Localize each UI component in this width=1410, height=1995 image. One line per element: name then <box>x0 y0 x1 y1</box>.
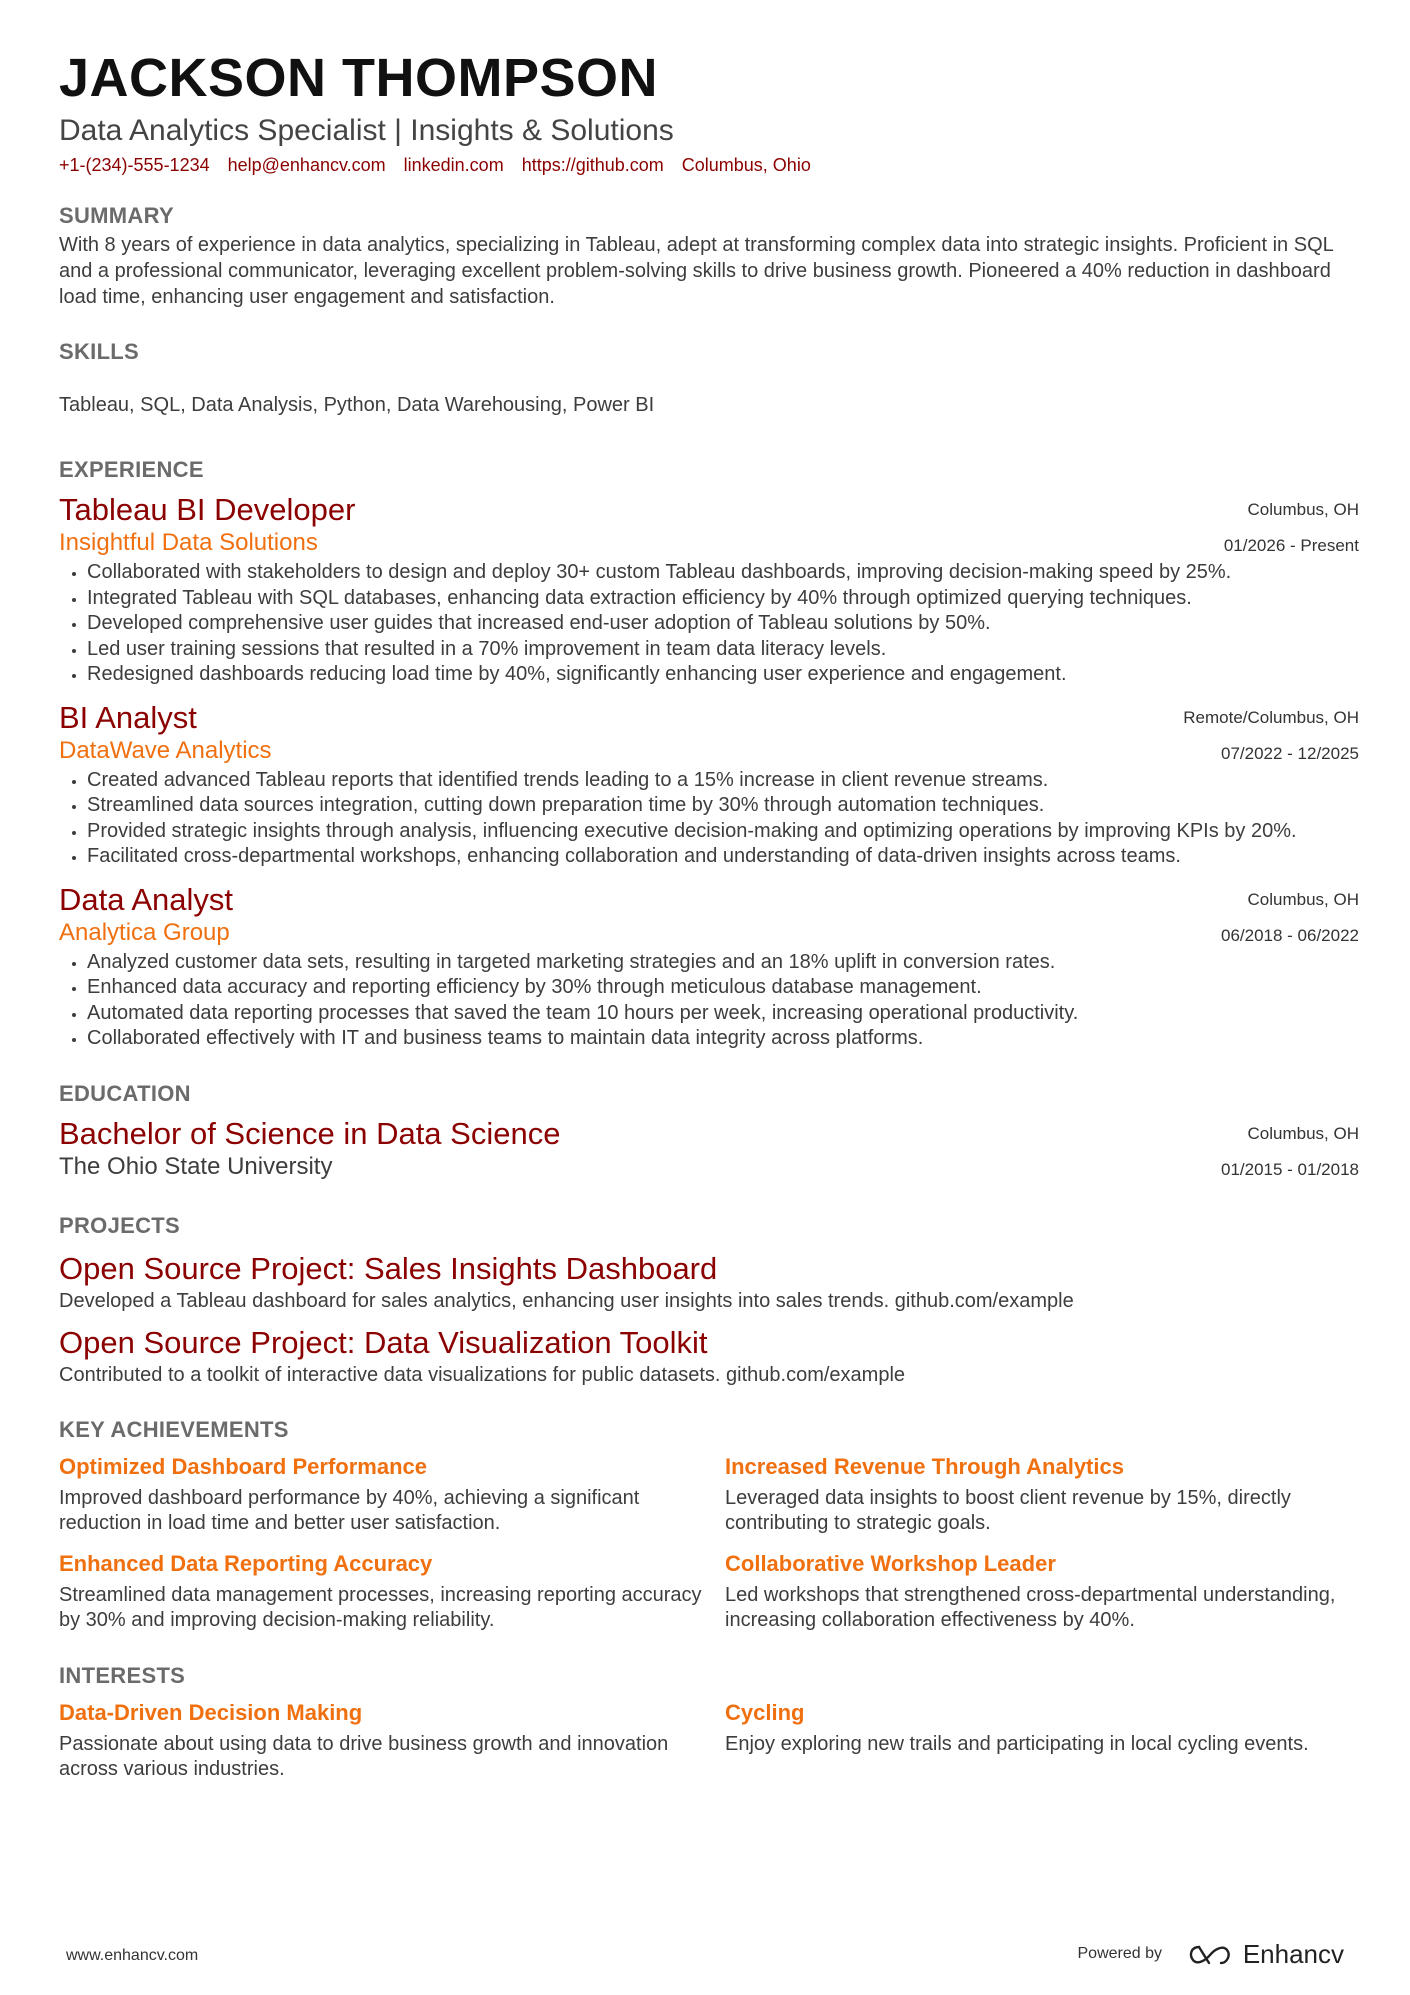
list-item: • Collaborated effectively with IT and business teams to maintain data integrity across platforms. <box>87 1026 1359 1052</box>
job-meta <box>1224 492 1359 564</box>
footer-powered-by: Powered by <box>1077 1945 1162 1962</box>
education-meta <box>1221 1116 1359 1188</box>
job-title: BI Analyst <box>59 699 197 735</box>
achievement-desc: Streamlined data management processes, increasing reporting accuracy by 30% and improving decision-making reliability. <box>59 1583 702 1631</box>
section-heading: EXPERIENCE <box>59 457 204 482</box>
job-bullets <box>59 560 1359 688</box>
list-item: • Led user training sessions that resulted in a 70% improvement in team data literacy levels. <box>87 637 1359 663</box>
project-desc: Developed a Tableau dashboard for sales analytics, enhancing user insights into sales trends. github.com/example <box>59 1289 1074 1312</box>
job-title: Data Analyst <box>59 881 234 917</box>
achievement-item <box>725 1452 1359 1537</box>
achievement-desc: Leveraged data insights to boost client revenue by 15%, directly contributing to strategic goals. <box>725 1486 1291 1534</box>
section-heading: KEY ACHIEVEMENTS <box>59 1416 289 1442</box>
job-location: Columbus, OH <box>1247 500 1359 519</box>
job-bullets <box>59 950 1359 1052</box>
skills-section <box>59 338 1359 418</box>
achievements-grid <box>59 1452 1359 1634</box>
education-location: Columbus, OH <box>1247 1123 1359 1143</box>
job-bullets <box>59 768 1359 870</box>
list-item: • Provided strategic insights through analysis, influencing executive decision-making and optimizing operations by improving KPIs by 20%. <box>87 819 1359 845</box>
interest-title: Cycling <box>725 1699 805 1725</box>
achievement-desc: Improved dashboard performance by 40%, achieving a significant reduction in load time and better user satisfaction. <box>59 1486 640 1534</box>
achievement-item <box>59 1452 725 1537</box>
achievement-item <box>725 1549 1359 1634</box>
section-heading: SUMMARY <box>59 203 174 228</box>
section-heading: SKILLS <box>59 339 140 364</box>
contact-phone[interactable]: +1-(234)-555-1234 <box>59 155 210 175</box>
contact-github[interactable]: https://github.com <box>521 155 664 175</box>
list-item: • Facilitated cross-departmental workshops, enhancing collaboration and understanding of data-driven insights across teams. <box>87 844 1359 870</box>
job-dates: 06/2018 - 06/2022 <box>1220 925 1359 945</box>
degree-title: Bachelor of Science in Data Science <box>59 1115 561 1151</box>
project-desc: Contributed to a toolkit of interactive data visualizations for public datasets. github.com/example <box>59 1363 906 1386</box>
page-footer <box>66 1939 1344 1973</box>
projects-section <box>59 1212 1359 1388</box>
job-entry <box>59 492 1359 688</box>
interests-grid <box>59 1698 1359 1783</box>
section-heading: INTERESTS <box>59 1662 186 1688</box>
contact-email[interactable]: help@enhancv.com <box>227 155 386 175</box>
enhancv-logo-icon <box>1187 1943 1233 1967</box>
job-meta <box>1221 882 1359 954</box>
achievement-title: Optimized Dashboard Performance <box>59 1453 427 1479</box>
list-item: • Created advanced Tableau reports that identified trends leading to a 15% increase in client revenue streams. <box>87 768 1359 794</box>
job-dates: 01/2026 - Present <box>1223 536 1359 555</box>
job-dates: 07/2022 - 12/2025 <box>1220 743 1359 763</box>
candidate-name: JACKSON THOMPSON <box>59 48 659 108</box>
school-name: The Ohio State University <box>59 1152 333 1180</box>
summary-section <box>59 202 1359 310</box>
footer-brand-name: Enhancv <box>1242 1939 1344 1969</box>
resume-page <box>59 46 1359 1783</box>
job-meta <box>1183 700 1359 772</box>
list-item: • Developed comprehensive user guides that increased end-user adoption of Tableau solutions by 50%. <box>87 611 1359 637</box>
job-entry <box>59 882 1359 1052</box>
education-section <box>59 1080 1359 1182</box>
skills-text: Tableau, SQL, Data Analysis, Python, Data Warehousing, Power BI <box>59 394 655 416</box>
job-location: Columbus, OH <box>1247 889 1359 909</box>
resume-header <box>59 46 1359 178</box>
footer-website[interactable]: www.enhancv.com <box>66 1947 199 1964</box>
candidate-title: Data Analytics Specialist | Insights & Solutions <box>59 114 674 147</box>
list-item: • Integrated Tableau with SQL databases, enhancing data extraction efficiency by 40% through optimized querying techniques. <box>87 586 1359 612</box>
section-heading: PROJECTS <box>59 1212 180 1238</box>
contact-row <box>59 152 1359 178</box>
section-heading: EDUCATION <box>59 1080 191 1106</box>
interest-desc: Passionate about using data to drive business growth and innovation across various industries. <box>59 1732 669 1780</box>
project-entry <box>59 1324 1359 1388</box>
contact-linkedin[interactable]: linkedin.com <box>403 155 504 175</box>
list-item: • Collaborated with stakeholders to design and deploy 30+ custom Tableau dashboards, improving decision-making speed by 25%. <box>87 560 1359 586</box>
list-item: • Analyzed customer data sets, resulting in targeted marketing strategies and an 18% uplift in conversion rates. <box>87 950 1359 976</box>
interest-title: Data-Driven Decision Making <box>59 1699 363 1725</box>
education-dates: 01/2015 - 01/2018 <box>1220 1159 1359 1179</box>
achievement-desc: Led workshops that strengthened cross-departmental understanding, increasing collaboration effectiveness by 40%. <box>725 1583 1336 1631</box>
summary-text: With 8 years of experience in data analytics, specializing in Tableau, adept at transforming complex data into strategic insights. Proficient in SQL and a professional communicator, leveraging excellent problem-solving skills to drive business growth. Pioneered a 40% reduction in dashboard load time, enhancing user engagement and satisfaction. <box>59 234 1334 308</box>
contact-location: Columbus, Ohio <box>681 155 811 175</box>
interest-desc: Enjoy exploring new trails and participating in local cycling events. <box>725 1732 1309 1755</box>
list-item: • Automated data reporting processes that saved the team 10 hours per week, increasing operational productivity. <box>87 1001 1359 1027</box>
job-entry <box>59 700 1359 870</box>
achievement-title: Increased Revenue Through Analytics <box>725 1453 1124 1479</box>
project-title: Open Source Project: Sales Insights Dashboard <box>59 1250 718 1286</box>
list-item: • Streamlined data sources integration, cutting down preparation time by 30% through automation techniques. <box>87 793 1359 819</box>
achievement-title: Enhanced Data Reporting Accuracy <box>59 1550 433 1576</box>
company-name: DataWave Analytics <box>59 736 272 764</box>
project-entry <box>59 1250 1359 1314</box>
company-name: Insightful Data Solutions <box>59 529 318 556</box>
job-title: Tableau BI Developer <box>59 492 356 527</box>
company-name: Analytica Group <box>59 918 230 946</box>
interest-item <box>725 1698 1359 1783</box>
interest-item <box>59 1698 725 1783</box>
job-location: Remote/Columbus, OH <box>1183 707 1359 727</box>
list-item: • Enhanced data accuracy and reporting efficiency by 30% through meticulous database management. <box>87 975 1359 1001</box>
list-item: • Redesigned dashboards reducing load time by 40%, significantly enhancing user experience and engagement. <box>87 662 1359 688</box>
interests-section <box>59 1662 1359 1783</box>
footer-brand[interactable] <box>1187 1939 1344 1970</box>
project-title: Open Source Project: Data Visualization Toolkit <box>59 1324 708 1360</box>
achievement-title: Collaborative Workshop Leader <box>725 1550 1056 1576</box>
education-entry <box>59 1116 1359 1182</box>
achievements-section <box>59 1416 1359 1634</box>
achievement-item <box>59 1549 725 1634</box>
experience-section <box>59 456 1359 1052</box>
